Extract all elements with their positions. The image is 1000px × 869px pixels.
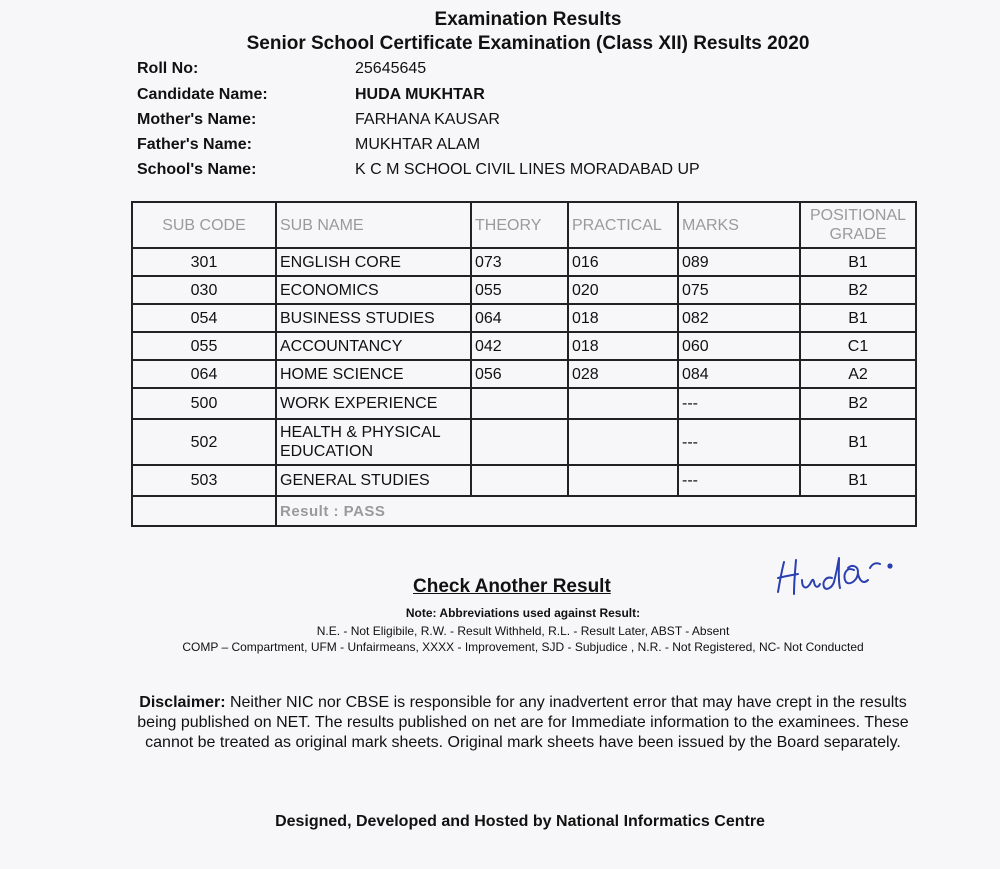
marks-cell: --- xyxy=(678,388,800,419)
father-name-label: Father's Name: xyxy=(137,136,252,153)
notes-title: Note: Abbreviations used against Result: xyxy=(405,606,641,620)
theory-cell xyxy=(471,388,568,419)
table-header-row xyxy=(132,202,916,248)
practical-cell xyxy=(568,465,678,496)
theory-cell xyxy=(471,465,568,496)
table-row xyxy=(132,248,916,276)
grade-cell: B2 xyxy=(800,276,916,304)
marks-cell: 075 xyxy=(678,276,800,304)
sub-code-cell: 301 xyxy=(132,248,276,276)
table-row xyxy=(132,304,916,332)
result-status: Result : PASS xyxy=(276,496,916,526)
sub-name-cell: WORK EXPERIENCE xyxy=(276,388,471,419)
header-theory: THEORY xyxy=(471,202,568,248)
school-name-value: K C M SCHOOL CIVIL LINES MORADABAD UP xyxy=(355,161,700,178)
table-row xyxy=(132,276,916,304)
practical-cell: 018 xyxy=(568,304,678,332)
table-row xyxy=(132,360,916,388)
school-name-label: School's Name: xyxy=(137,161,257,178)
candidate-name-value: HUDA MUKHTAR xyxy=(355,86,485,103)
results-table xyxy=(131,201,917,527)
marks-cell: 082 xyxy=(678,304,800,332)
practical-cell xyxy=(568,388,678,419)
mother-name-value: FARHANA KAUSAR xyxy=(355,111,500,128)
sub-name-cell: GENERAL STUDIES xyxy=(276,465,471,496)
sub-name-cell: HEALTH & PHYSICAL EDUCATION xyxy=(276,419,471,465)
marks-cell: 089 xyxy=(678,248,800,276)
disclaimer-text: Neither NIC nor CBSE is responsible for any inadvertent error that may have crept in the results being published on NET. The results published on net are for Immediate information to the examinees. These cannot be treated as original mark sheets. Original mark sheets have been issued by the Board separately. xyxy=(137,694,909,751)
theory-cell: 064 xyxy=(471,304,568,332)
sub-code-cell: 503 xyxy=(132,465,276,496)
theory-cell: 056 xyxy=(471,360,568,388)
marks-cell: --- xyxy=(678,419,800,465)
grade-cell: C1 xyxy=(800,332,916,360)
practical-cell: 016 xyxy=(568,248,678,276)
signature-image xyxy=(772,540,902,610)
result-row xyxy=(132,496,916,526)
sub-code-cell: 500 xyxy=(132,388,276,419)
sub-name-cell: BUSINESS STUDIES xyxy=(276,304,471,332)
theory-cell: 055 xyxy=(471,276,568,304)
notes-line-2: COMP – Compartment, UFM - Unfairmeans, XXXX - Improvement, SJD - Subjudice , N.R. - Not Registered, NC- Not Conducted xyxy=(182,640,864,654)
theory-cell: 073 xyxy=(471,248,568,276)
grade-cell: B2 xyxy=(800,388,916,419)
theory-cell: 042 xyxy=(471,332,568,360)
notes-line-1: N.E. - Not Eligibile, R.W. - Result Withheld, R.L. - Result Later, ABST - Absent xyxy=(316,624,730,638)
grade-cell: B1 xyxy=(800,465,916,496)
signature-strokes xyxy=(778,558,892,594)
theory-cell xyxy=(471,419,568,465)
header-positional-grade: POSITIONAL GRADE xyxy=(800,202,916,248)
page-subtitle: Senior School Certificate Examination (Class XII) Results 2020 xyxy=(246,33,810,54)
page-title: Examination Results xyxy=(434,9,622,30)
sub-code-cell: 030 xyxy=(132,276,276,304)
sub-code-cell: 054 xyxy=(132,304,276,332)
header-marks: MARKS xyxy=(678,202,800,248)
practical-cell: 018 xyxy=(568,332,678,360)
table-row xyxy=(132,419,916,465)
marks-cell: 060 xyxy=(678,332,800,360)
marks-cell: --- xyxy=(678,465,800,496)
sub-name-cell: HOME SCIENCE xyxy=(276,360,471,388)
sub-name-cell: ACCOUNTANCY xyxy=(276,332,471,360)
check-another-result-link[interactable]: Check Another Result xyxy=(413,576,611,597)
sub-code-cell: 502 xyxy=(132,419,276,465)
marks-cell: 084 xyxy=(678,360,800,388)
result-empty-cell xyxy=(132,496,276,526)
practical-cell: 028 xyxy=(568,360,678,388)
father-name-value: MUKHTAR ALAM xyxy=(355,136,481,153)
table-row xyxy=(132,388,916,419)
practical-cell xyxy=(568,419,678,465)
candidate-name-label: Candidate Name: xyxy=(137,86,268,103)
mother-name-label: Mother's Name: xyxy=(137,111,257,128)
grade-cell: B1 xyxy=(800,248,916,276)
sub-name-cell: ECONOMICS xyxy=(276,276,471,304)
header-practical: PRACTICAL xyxy=(568,202,678,248)
roll-number-label: Roll No: xyxy=(137,60,199,77)
sub-name-cell: ENGLISH CORE xyxy=(276,248,471,276)
disclaimer xyxy=(128,693,918,753)
sub-code-cell: 055 xyxy=(132,332,276,360)
header-sub-name: SUB NAME xyxy=(276,202,471,248)
footer-credit: Designed, Developed and Hosted by National Informatics Centre xyxy=(275,813,765,830)
roll-number-value: 25645645 xyxy=(355,60,427,77)
grade-cell: B1 xyxy=(800,304,916,332)
table-row xyxy=(132,465,916,496)
sub-code-cell: 064 xyxy=(132,360,276,388)
header-sub-code: SUB CODE xyxy=(132,202,276,248)
table-row xyxy=(132,332,916,360)
grade-cell: A2 xyxy=(800,360,916,388)
disclaimer-label: Disclaimer: xyxy=(139,694,226,711)
grade-cell: B1 xyxy=(800,419,916,465)
practical-cell: 020 xyxy=(568,276,678,304)
